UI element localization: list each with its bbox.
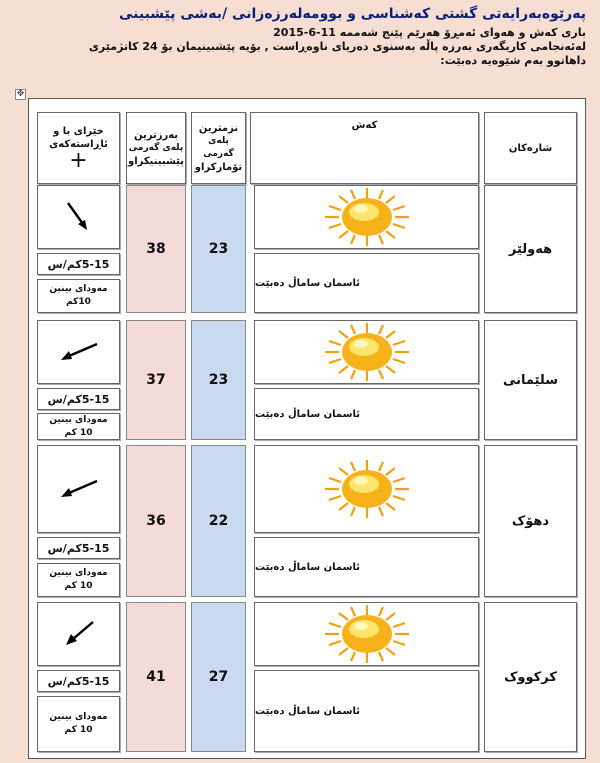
summary-line-1: لەئەنجامی کاریگەری بەرزە پاڵە بەسنوی دەریای ناوەڕاست , بۆیە پێشبینیمان بۆ 24 کاتژمێری xyxy=(88,40,586,53)
weather-icon-cell xyxy=(254,602,479,666)
sun-icon xyxy=(315,321,419,383)
summary-line-2: داهاتوو بەم شێوەیە دەبێت: xyxy=(440,54,586,67)
visibility-value: 10کم xyxy=(66,297,91,307)
wind-direction-arrow-icon xyxy=(57,477,101,501)
city-name: هەولێر xyxy=(508,241,553,257)
city-cell xyxy=(484,185,577,313)
visibility-label: مەودای بینین xyxy=(49,568,108,578)
max-temp-cell xyxy=(126,445,186,597)
visibility-cell xyxy=(37,413,120,440)
min-temp-cell xyxy=(191,602,246,752)
wind-arrow-cell xyxy=(37,320,120,384)
weather-icon-cell xyxy=(254,320,479,384)
city-cell xyxy=(484,445,577,597)
min-temp: 23 xyxy=(208,372,229,388)
header-wind xyxy=(37,112,120,184)
header-min-temp xyxy=(191,112,246,184)
visibility-label: مەودای بینین xyxy=(49,284,108,294)
wind-speed-cell xyxy=(37,388,120,410)
weather-desc-cell xyxy=(254,388,479,440)
header-min-line-1: نزمترین xyxy=(198,123,239,134)
header-max-line-3: پێشبینیکراو xyxy=(127,155,185,167)
wind-arrow-cell xyxy=(37,445,120,533)
min-temp-cell xyxy=(191,185,246,313)
sun-icon xyxy=(315,603,419,665)
min-temp: 22 xyxy=(208,513,229,529)
visibility-value: 10 کم xyxy=(64,427,93,438)
max-temp: 38 xyxy=(146,241,166,257)
header-max-temp xyxy=(126,112,186,184)
wind-direction-arrow-icon xyxy=(64,199,94,235)
city-cell xyxy=(484,320,577,440)
weather-desc: ئاسمان ساماڵ دەبێت xyxy=(255,561,360,573)
weather-desc-cell xyxy=(254,670,479,752)
min-temp-cell xyxy=(191,445,246,597)
visibility-label: مەودای بینین xyxy=(49,712,108,722)
wind-speed-cell xyxy=(37,670,120,692)
weather-desc: ئاسمان ساماڵ دەبێت xyxy=(255,408,360,420)
max-temp: 36 xyxy=(146,513,166,529)
visibility-cell xyxy=(37,696,120,752)
wind-arrow-cell xyxy=(37,602,120,666)
header-wind-line-2: ئاڕاستەکەی xyxy=(49,139,108,150)
page-title: پەرێوەبەرایەتی گشتی کەشناسی و بوومەلەرزەزانی /بەشی پێشبینی xyxy=(118,6,586,22)
wind-speed: 5-15کم/س xyxy=(47,392,110,406)
visibility-value: 10 کم xyxy=(64,725,93,735)
city-name: کرکووک xyxy=(504,669,557,685)
visibility-value: 10 کم xyxy=(64,581,93,591)
date-line: باری کەش و هەوای ئەمڕۆ هەرێم پێنج شەممە 11-6-2015 xyxy=(273,26,586,39)
visibility-cell xyxy=(37,279,120,313)
wind-speed-cell xyxy=(37,537,120,559)
sun-icon xyxy=(315,458,419,520)
wind-direction-arrow-icon xyxy=(57,340,101,364)
max-temp: 37 xyxy=(146,372,166,388)
weather-desc-cell xyxy=(254,253,479,313)
table-move-handle-icon[interactable]: ✥ xyxy=(16,89,25,99)
weather-desc: ئاسمان ساماڵ دەبێت xyxy=(255,705,360,717)
header-max-line-2: پلەی گەرمی xyxy=(128,142,184,153)
city-name: سلێمانی xyxy=(502,372,559,388)
wind-speed: 5-15کم/س xyxy=(47,257,110,271)
sun-icon xyxy=(315,186,419,248)
wind-plus-icon: + xyxy=(69,148,88,173)
header-city xyxy=(484,112,577,184)
max-temp: 41 xyxy=(146,669,166,685)
wind-speed-cell xyxy=(37,253,120,275)
header-city-label: شارەکان xyxy=(508,142,553,154)
weather-desc: ئاسمان ساماڵ دەبێت xyxy=(255,277,360,289)
wind-speed: 5-15کم/س xyxy=(47,674,110,688)
min-temp: 27 xyxy=(208,669,229,685)
city-name: دهۆک xyxy=(511,513,550,529)
header-max-line-1: بەرزترین xyxy=(133,129,179,141)
header-min-line-2: پلەی گەرمی xyxy=(203,136,234,159)
city-cell xyxy=(484,602,577,752)
wind-speed: 5-15کم/س xyxy=(47,541,110,555)
max-temp-cell xyxy=(126,320,186,440)
visibility-label: مەودای بینین xyxy=(49,414,108,425)
header-weather xyxy=(250,112,479,184)
header-weather-label: کەش xyxy=(351,120,378,131)
min-temp: 23 xyxy=(208,241,229,257)
forecast-table xyxy=(28,98,586,759)
weather-desc-cell xyxy=(254,537,479,597)
weather-icon-cell xyxy=(254,185,479,249)
visibility-cell xyxy=(37,563,120,597)
min-temp-cell xyxy=(191,320,246,440)
header-wind-line-1: خێرای با و xyxy=(53,126,104,137)
wind-direction-arrow-icon xyxy=(61,619,97,649)
max-temp-cell xyxy=(126,185,186,313)
header-min-line-3: تۆمارکراو xyxy=(194,162,243,173)
wind-arrow-cell xyxy=(37,185,120,249)
max-temp-cell xyxy=(126,602,186,752)
weather-icon-cell xyxy=(254,445,479,533)
